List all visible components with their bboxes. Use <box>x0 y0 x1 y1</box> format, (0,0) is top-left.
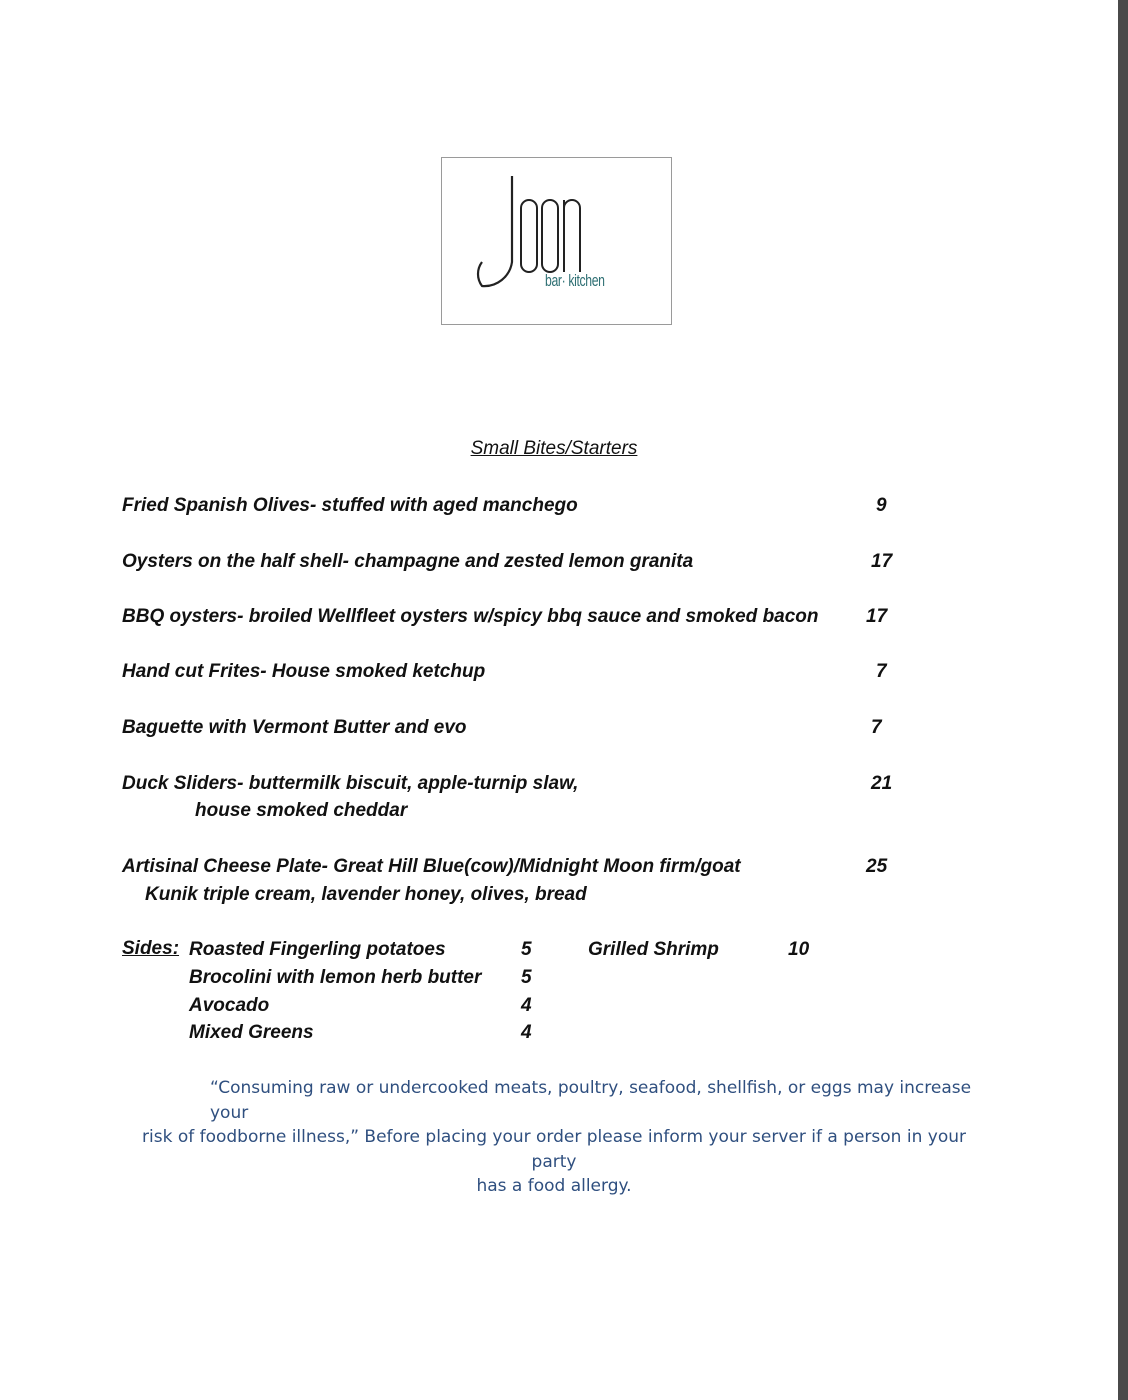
menu-item-price: 25 <box>866 856 888 877</box>
sides-label: Sides: <box>122 938 180 959</box>
menu-item-duck-sliders <box>122 773 578 822</box>
restaurant-logo <box>441 157 672 325</box>
side-item-name: Avocado <box>189 995 270 1016</box>
menu-item-name: Hand cut Frites- House smoked ketchup <box>122 661 486 682</box>
logo-subtitle: bar· kitchen <box>545 271 605 290</box>
side-item-price: 4 <box>521 1022 532 1043</box>
side-extra-name: Grilled Shrimp <box>588 939 719 960</box>
disclaimer-line: has a food allergy. <box>476 1176 632 1196</box>
menu-item-price: 7 <box>871 717 882 738</box>
page-edge-scrollbar <box>1118 0 1128 1400</box>
menu-item-description: Kunik triple cream, lavender honey, olives, bread <box>145 884 587 905</box>
side-item-price: 5 <box>521 939 532 960</box>
side-item-name: Roasted Fingerling potatoes <box>189 939 446 960</box>
menu-item-name: Artisinal Cheese Plate- Great Hill Blue(cow)/Midnight Moon firm/goat <box>122 856 741 877</box>
menu-item-price: 21 <box>871 773 893 794</box>
section-title: Small Bites/Starters <box>470 438 638 459</box>
menu-item-baguette <box>122 717 467 739</box>
menu-item-olives <box>122 495 578 517</box>
menu-item-name: Duck Sliders- buttermilk biscuit, apple-turnip slaw, <box>122 773 579 794</box>
menu-item-name: Baguette with Vermont Butter and evo <box>122 717 467 738</box>
menu-item-price: 17 <box>871 551 893 572</box>
menu-item-name: Oysters on the half shell- champagne and zested lemon granita <box>122 551 694 572</box>
side-item-price: 4 <box>521 995 532 1016</box>
menu-item-name: Fried Spanish Olives- stuffed with aged manchego <box>122 495 578 516</box>
menu-item-description: house smoked cheddar <box>195 800 408 821</box>
disclaimer-line: risk of foodborne illness,” Before placing your order please inform your server if a person in your party <box>142 1127 966 1172</box>
side-extra-price: 10 <box>788 939 810 960</box>
menu-item-oysters-half-shell <box>122 551 693 573</box>
menu-item-frites <box>122 661 485 683</box>
menu-item-price: 9 <box>876 495 887 516</box>
food-safety-disclaimer <box>120 1076 988 1199</box>
menu-item-price: 17 <box>866 606 888 627</box>
menu-item-name: BBQ oysters- broiled Wellfleet oysters w/spicy bbq sauce and smoked bacon <box>122 606 819 627</box>
side-item-price: 5 <box>521 967 532 988</box>
logo-mark-icon <box>442 158 673 326</box>
menu-item-cheese-plate <box>122 856 741 906</box>
side-item-name: Brocolini with lemon herb butter <box>189 967 482 988</box>
menu-item-price: 7 <box>876 661 887 682</box>
menu-item-bbq-oysters <box>122 606 819 628</box>
side-item-name: Mixed Greens <box>189 1022 314 1043</box>
disclaimer-line: “Consuming raw or undercooked meats, poultry, seafood, shellfish, or eggs may increase your <box>210 1078 972 1123</box>
